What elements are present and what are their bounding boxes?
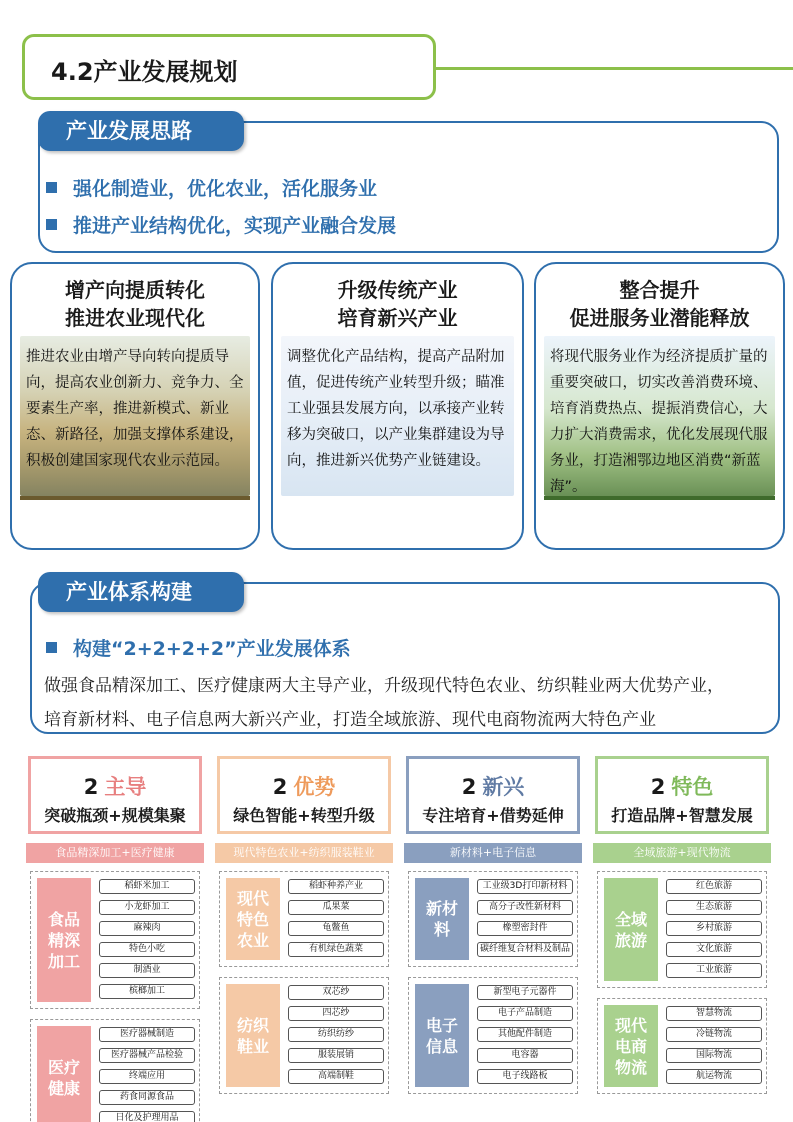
industry-item: 麻辣肉	[99, 921, 195, 936]
industry-group	[219, 871, 389, 967]
card-services-head1: 整合提升	[619, 278, 700, 302]
industry-item: 冷链物流	[666, 1027, 762, 1042]
industry-item: 双芯纱	[288, 985, 384, 1000]
industry-item: 终端应用	[99, 1069, 195, 1084]
industry-group	[597, 998, 767, 1094]
section-tab-ideas: 产业发展思路	[38, 111, 244, 151]
card-services-text: 将现代服务业作为经济提质扩量的重要突破口，切实改善消费环境、培育消费热点、提振消费信心，大力扩大消费需求，优化发展现代服务业，打造湘鄂边地区消费“新蓝海”。	[550, 349, 768, 495]
industry-item: 高端制鞋	[288, 1069, 384, 1084]
industry-group	[30, 871, 200, 1009]
card-industry-head1: 升级传统产业	[337, 278, 458, 302]
card-agriculture-head1: 增产向提质转化	[65, 278, 205, 302]
system-line-1: 做强食品精深加工、医疗健康两大主导产业，升级现代特色农业、纺织鞋业两大优势产业，	[44, 676, 724, 696]
column-number: 2	[83, 775, 99, 799]
column-bar: 食品精深加工+医疗健康	[26, 843, 204, 863]
industry-item: 特色小吃	[99, 942, 195, 957]
column-tag: 特色	[671, 775, 714, 799]
bullet-square-icon	[46, 642, 57, 653]
industry-item: 制酒业	[99, 963, 195, 978]
group-label: 现代 特色 农业	[226, 878, 280, 960]
group-label: 医疗 健康	[37, 1026, 91, 1122]
industry-item: 纺织纺纱	[288, 1027, 384, 1042]
column-number: 2	[272, 775, 288, 799]
industry-column	[217, 756, 391, 1090]
industry-item: 航运物流	[666, 1069, 762, 1084]
column-bar: 新材料+电子信息	[404, 843, 582, 863]
industry-group	[408, 871, 578, 967]
column-tag: 新兴	[482, 775, 525, 799]
group-label: 全域 旅游	[604, 878, 658, 981]
industry-item: 槟榔加工	[99, 984, 195, 999]
industry-item: 红色旅游	[666, 879, 762, 894]
card-services-head2: 促进服务业潜能释放	[569, 306, 750, 330]
card-industry	[271, 262, 524, 550]
column-subtitle: 专注培育+借势延伸	[422, 806, 564, 825]
industry-item: 药食同源食品	[99, 1090, 195, 1105]
bullet-square-icon	[46, 182, 57, 193]
card-services-heading	[536, 276, 783, 332]
industry-item: 四芯纱	[288, 1006, 384, 1021]
industry-item: 其他配件制造	[477, 1027, 573, 1042]
idea-bullet-2	[46, 211, 396, 238]
industry-item: 医疗器械产品检验	[99, 1048, 195, 1063]
card-services	[534, 262, 785, 550]
idea-bullet-1-text: 强化制造业，优化农业，活化服务业	[73, 178, 378, 200]
column-title	[31, 771, 199, 801]
column-header	[595, 756, 769, 834]
industry-item: 碳纤维复合材料及制品	[477, 942, 573, 957]
industry-column	[595, 756, 769, 1090]
industry-item: 稻虾米加工	[99, 879, 195, 894]
system-bullet-text: 构建“2+2+2+2”产业发展体系	[73, 638, 351, 660]
system-line-2: 培育新材料、电子信息两大新兴产业，打造全域旅游、现代电商物流两大特色产业	[44, 710, 656, 730]
column-title	[220, 771, 388, 801]
title-box	[22, 34, 436, 100]
group-label: 电子 信息	[415, 984, 469, 1087]
industry-item: 工业旅游	[666, 963, 762, 978]
column-subtitle: 突破瓶颈+规模集聚	[44, 806, 186, 825]
column-tag: 优势	[293, 775, 336, 799]
idea-bullet-1	[46, 174, 377, 201]
image-band	[20, 496, 250, 500]
industry-item: 瓜果菜	[288, 900, 384, 915]
industry-item: 日化及护理用品	[99, 1111, 195, 1122]
industry-item: 小龙虾加工	[99, 900, 195, 915]
industry-item: 国际物流	[666, 1048, 762, 1063]
industry-item: 医疗器械制造	[99, 1027, 195, 1042]
bullet-square-icon	[46, 219, 57, 230]
industry-item: 橡塑密封件	[477, 921, 573, 936]
card-agriculture-text: 推进农业由增产导向转向提质导向，提高农业创新力、竞争力、全要素生产率，推进新模式、新业态、新路径，加强支撑体系建设，积极创建国家现代农业示范园。	[26, 349, 244, 469]
industry-item: 生态旅游	[666, 900, 762, 915]
card-agriculture	[10, 262, 260, 550]
industry-item: 乡村旅游	[666, 921, 762, 936]
column-number: 2	[461, 775, 477, 799]
column-subtitle: 绿色智能+转型升级	[233, 806, 375, 825]
industry-item: 文化旅游	[666, 942, 762, 957]
industry-item: 稻虾种养产业	[288, 879, 384, 894]
industry-column	[28, 756, 202, 1122]
industry-item: 工业级3D打印新材料	[477, 879, 573, 894]
column-header	[406, 756, 580, 834]
column-title	[409, 771, 577, 801]
industry-item: 龟鳖鱼	[288, 921, 384, 936]
card-agriculture-head2: 推进农业现代化	[65, 306, 205, 330]
column-number: 2	[650, 775, 666, 799]
industry-item: 高分子改性新材料	[477, 900, 573, 915]
page-title: 4.2产业发展规划	[51, 58, 238, 86]
section-tab-system: 产业体系构建	[38, 572, 244, 612]
group-label: 食品 精深 加工	[37, 878, 91, 1002]
industry-column	[406, 756, 580, 1090]
column-bar: 现代特色农业+纺织服装鞋业	[215, 843, 393, 863]
group-label: 纺织 鞋业	[226, 984, 280, 1087]
industry-item: 电子产品制造	[477, 1006, 573, 1021]
column-header	[28, 756, 202, 834]
industry-item: 电容器	[477, 1048, 573, 1063]
industry-group	[408, 977, 578, 1094]
idea-bullet-2-text: 推进产业结构优化，实现产业融合发展	[73, 215, 397, 237]
column-title	[598, 771, 766, 801]
industry-item: 电子线路板	[477, 1069, 573, 1084]
industry-group	[597, 871, 767, 988]
card-industry-heading	[273, 276, 522, 332]
industry-item: 新型电子元器件	[477, 985, 573, 1000]
title-rule	[436, 67, 793, 70]
group-label: 现代 电商 物流	[604, 1005, 658, 1087]
column-header	[217, 756, 391, 834]
card-industry-head2: 培育新兴产业	[337, 306, 458, 330]
industry-item: 服装展销	[288, 1048, 384, 1063]
column-subtitle: 打造品牌+智慧发展	[611, 806, 753, 825]
column-tag: 主导	[104, 775, 147, 799]
industry-group	[30, 1019, 200, 1122]
card-agriculture-heading	[12, 276, 258, 332]
industry-item: 智慧物流	[666, 1006, 762, 1021]
card-industry-text: 调整优化产品结构，提高产品附加值，促进传统产业转型升级；瞄准工业强县发展方向，以承接产业转移为突破口，以产业集群建设为导向，推进新兴优势产业链建设。	[287, 349, 505, 469]
industry-group	[219, 977, 389, 1094]
system-bullet	[46, 634, 351, 661]
column-bar: 全域旅游+现代物流	[593, 843, 771, 863]
group-label: 新材 料	[415, 878, 469, 960]
industry-item: 有机绿色蔬菜	[288, 942, 384, 957]
